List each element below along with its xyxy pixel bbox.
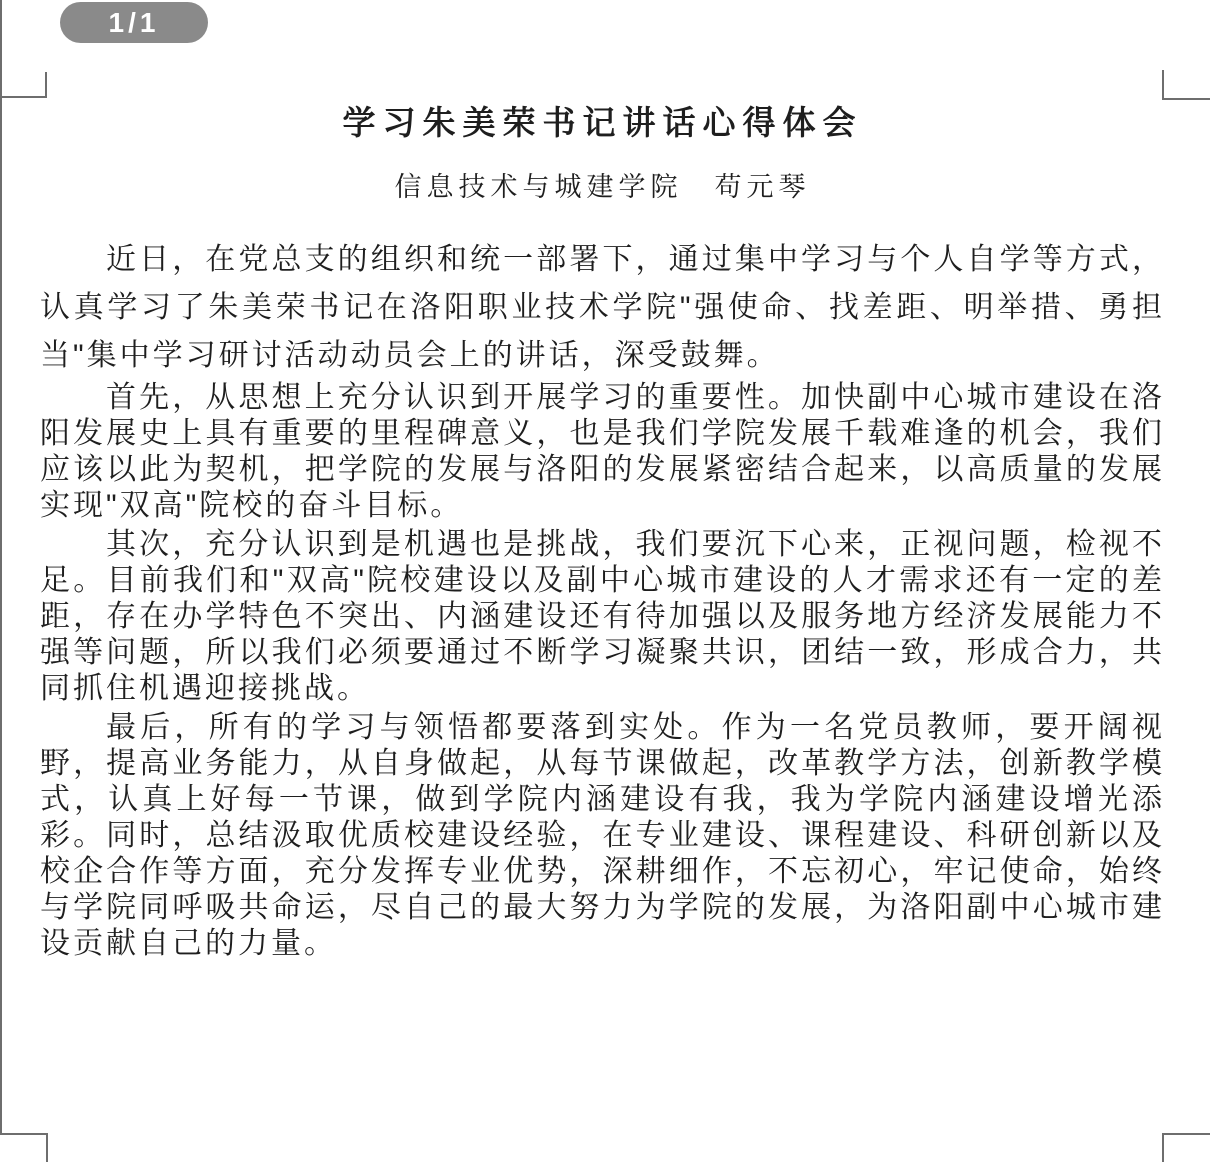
margin-corner-mark-top-left	[0, 72, 47, 98]
margin-corner-mark-bottom-left	[0, 1133, 48, 1162]
paragraph-3: 其次，充分认识到是机遇也是挑战，我们要沉下心来，正视问题，检视不足。目前我们和"双高"院校建设以及副中心城市建设的人才需求还有一定的差距，存在办学特色不突出、内涵建设还有待加强以及服务地方经济发展能力不强等问题，所以我们必须要通过不断学习凝聚共识，团结一致，形成合力，共同抓住机遇迎接挑战。	[40, 528, 1165, 705]
document-page	[40, 103, 1165, 962]
margin-corner-mark-top-right	[1162, 70, 1210, 100]
document-title: 学习朱美荣书记讲话心得体会	[342, 104, 863, 141]
document-byline: 信息技术与城建学院 苟元琴	[394, 172, 811, 202]
page-left-edge-line	[0, 0, 2, 1133]
margin-corner-mark-bottom-right	[1162, 1133, 1210, 1162]
document-body	[40, 236, 1165, 962]
paragraph-2: 首先，从思想上充分认识到开展学习的重要性。加快副中心城市建设在洛阳发展史上具有重要的里程碑意义，也是我们学院发展千载难逢的机会，我们应该以此为契机，把学院的发展与洛阳的发展紧密结合起来，以高质量的发展实现"双高"院校的奋斗目标。	[40, 381, 1165, 522]
page-indicator-label: 1/1	[108, 6, 160, 38]
page-indicator-badge	[60, 2, 208, 43]
paragraph-1: 近日，在党总支的组织和统一部署下，通过集中学习与个人自学等方式，认真学习了朱美荣书记在洛阳职业技术学院"强使命、找差距、明举措、勇担当"集中学习研讨活动动员会上的讲话，深受鼓舞。	[40, 243, 1165, 372]
paragraph-4: 最后，所有的学习与领悟都要落到实处。作为一名党员教师，要开阔视野，提高业务能力，从自身做起，从每节课做起，改革教学方法，创新教学模式，认真上好每一节课，做到学院内涵建设有我，我为学院内涵建设增光添彩。同时，总结汲取优质校建设经验，在专业建设、课程建设、科研创新以及校企合作等方面，充分发挥专业优势，深耕细作，不忘初心，牢记使命，始终与学院同呼吸共命运，尽自己的最大努力为学院的发展，为洛阳副中心城市建设贡献自己的力量。	[40, 711, 1165, 960]
